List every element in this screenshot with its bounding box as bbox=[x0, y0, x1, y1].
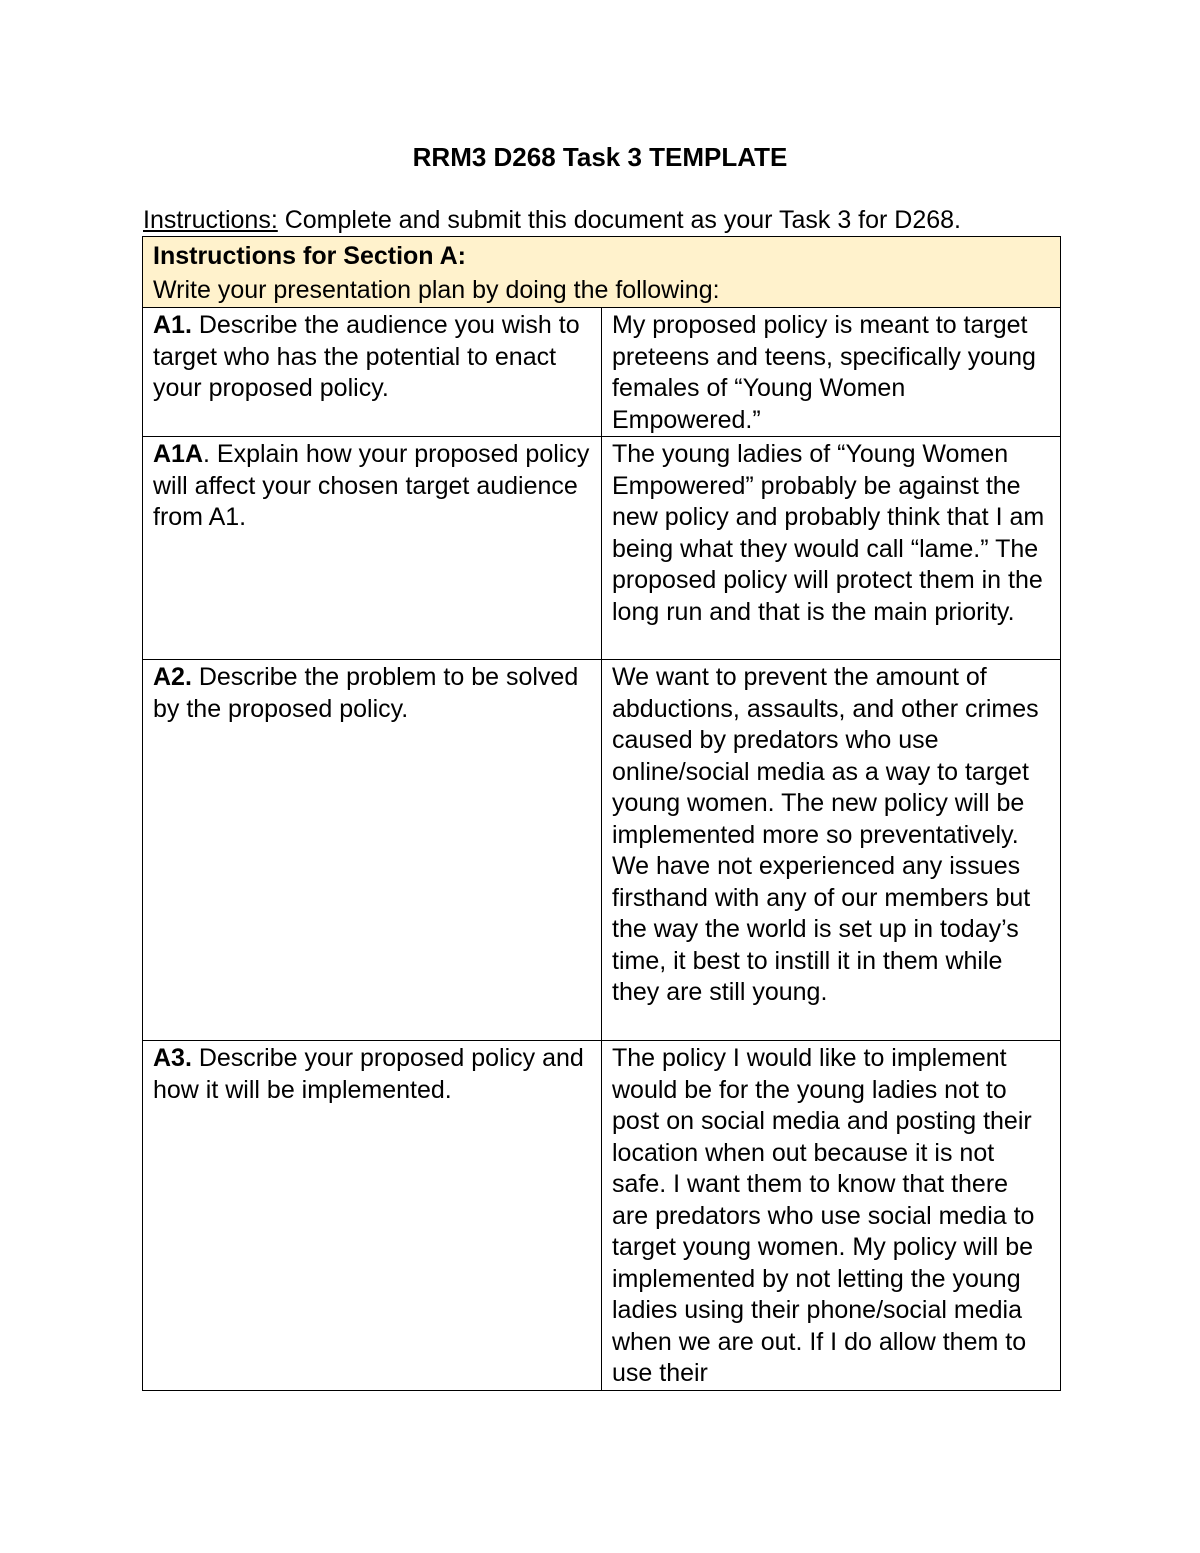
response-cell: My proposed policy is meant to target preteens and teens, specifically young females of “Young Women Empowered.” bbox=[602, 308, 1061, 437]
prompt-cell bbox=[143, 660, 602, 1041]
table-row-a3 bbox=[143, 1041, 1061, 1391]
instructions-label: Instructions: bbox=[143, 206, 278, 234]
table-row-a2 bbox=[143, 660, 1061, 1041]
row-prompt: Describe the audience you wish to target who has the potential to enact your proposed policy. bbox=[153, 311, 580, 402]
table-row-a1a bbox=[143, 437, 1061, 660]
document-title: RRM3 D268 Task 3 TEMPLATE bbox=[412, 142, 788, 172]
prompt-cell bbox=[143, 1041, 602, 1391]
section-header-row bbox=[143, 237, 1061, 308]
row-prompt: Describe your proposed policy and how it will be implemented. bbox=[153, 1044, 584, 1104]
prompt-cell bbox=[143, 308, 602, 437]
section-header-cell bbox=[143, 237, 1061, 308]
row-code: A1. bbox=[153, 311, 192, 339]
prompt-cell bbox=[143, 437, 602, 660]
table-row-a1 bbox=[143, 308, 1061, 437]
instructions-line bbox=[143, 204, 1083, 236]
instructions-text: Complete and submit this document as your Task 3 for D268. bbox=[277, 206, 961, 234]
row-prompt: Describe the problem to be solved by the proposed policy. bbox=[153, 663, 579, 723]
response-cell: The policy I would like to implement would be for the young ladies not to post on social media and posting their location when out because it is not safe. I want them to know that there are predators who use social media to target young women. My policy will be implemented by not letting the young ladies using their phone/social media when we are out. If I do allow them to use their bbox=[602, 1041, 1061, 1391]
row-prompt: . Explain how your proposed policy will affect your chosen target audience from A1. bbox=[153, 440, 590, 531]
response-cell: The young ladies of “Young Women Empowered” probably be against the new policy and probably think that I am being what they would call “lame.” The proposed policy will protect them in the long run and that is the main priority. bbox=[602, 437, 1061, 660]
section-a-table bbox=[142, 236, 1061, 1391]
section-heading: Instructions for Section A: bbox=[153, 242, 466, 270]
row-code: A3. bbox=[153, 1044, 192, 1072]
response-cell: We want to prevent the amount of abductions, assaults, and other crimes caused by predators who use online/social media as a way to target young women. The new policy will be implemented more so preventatively. We have not experienced any issues firsthand with any of our members but the way the world is set up in today’s time, it best to instill it in them while they are still young. bbox=[602, 660, 1061, 1041]
row-code: A1A bbox=[153, 440, 204, 468]
section-subheading: Write your presentation plan by doing the following: bbox=[153, 276, 720, 304]
row-code: A2. bbox=[153, 663, 192, 691]
